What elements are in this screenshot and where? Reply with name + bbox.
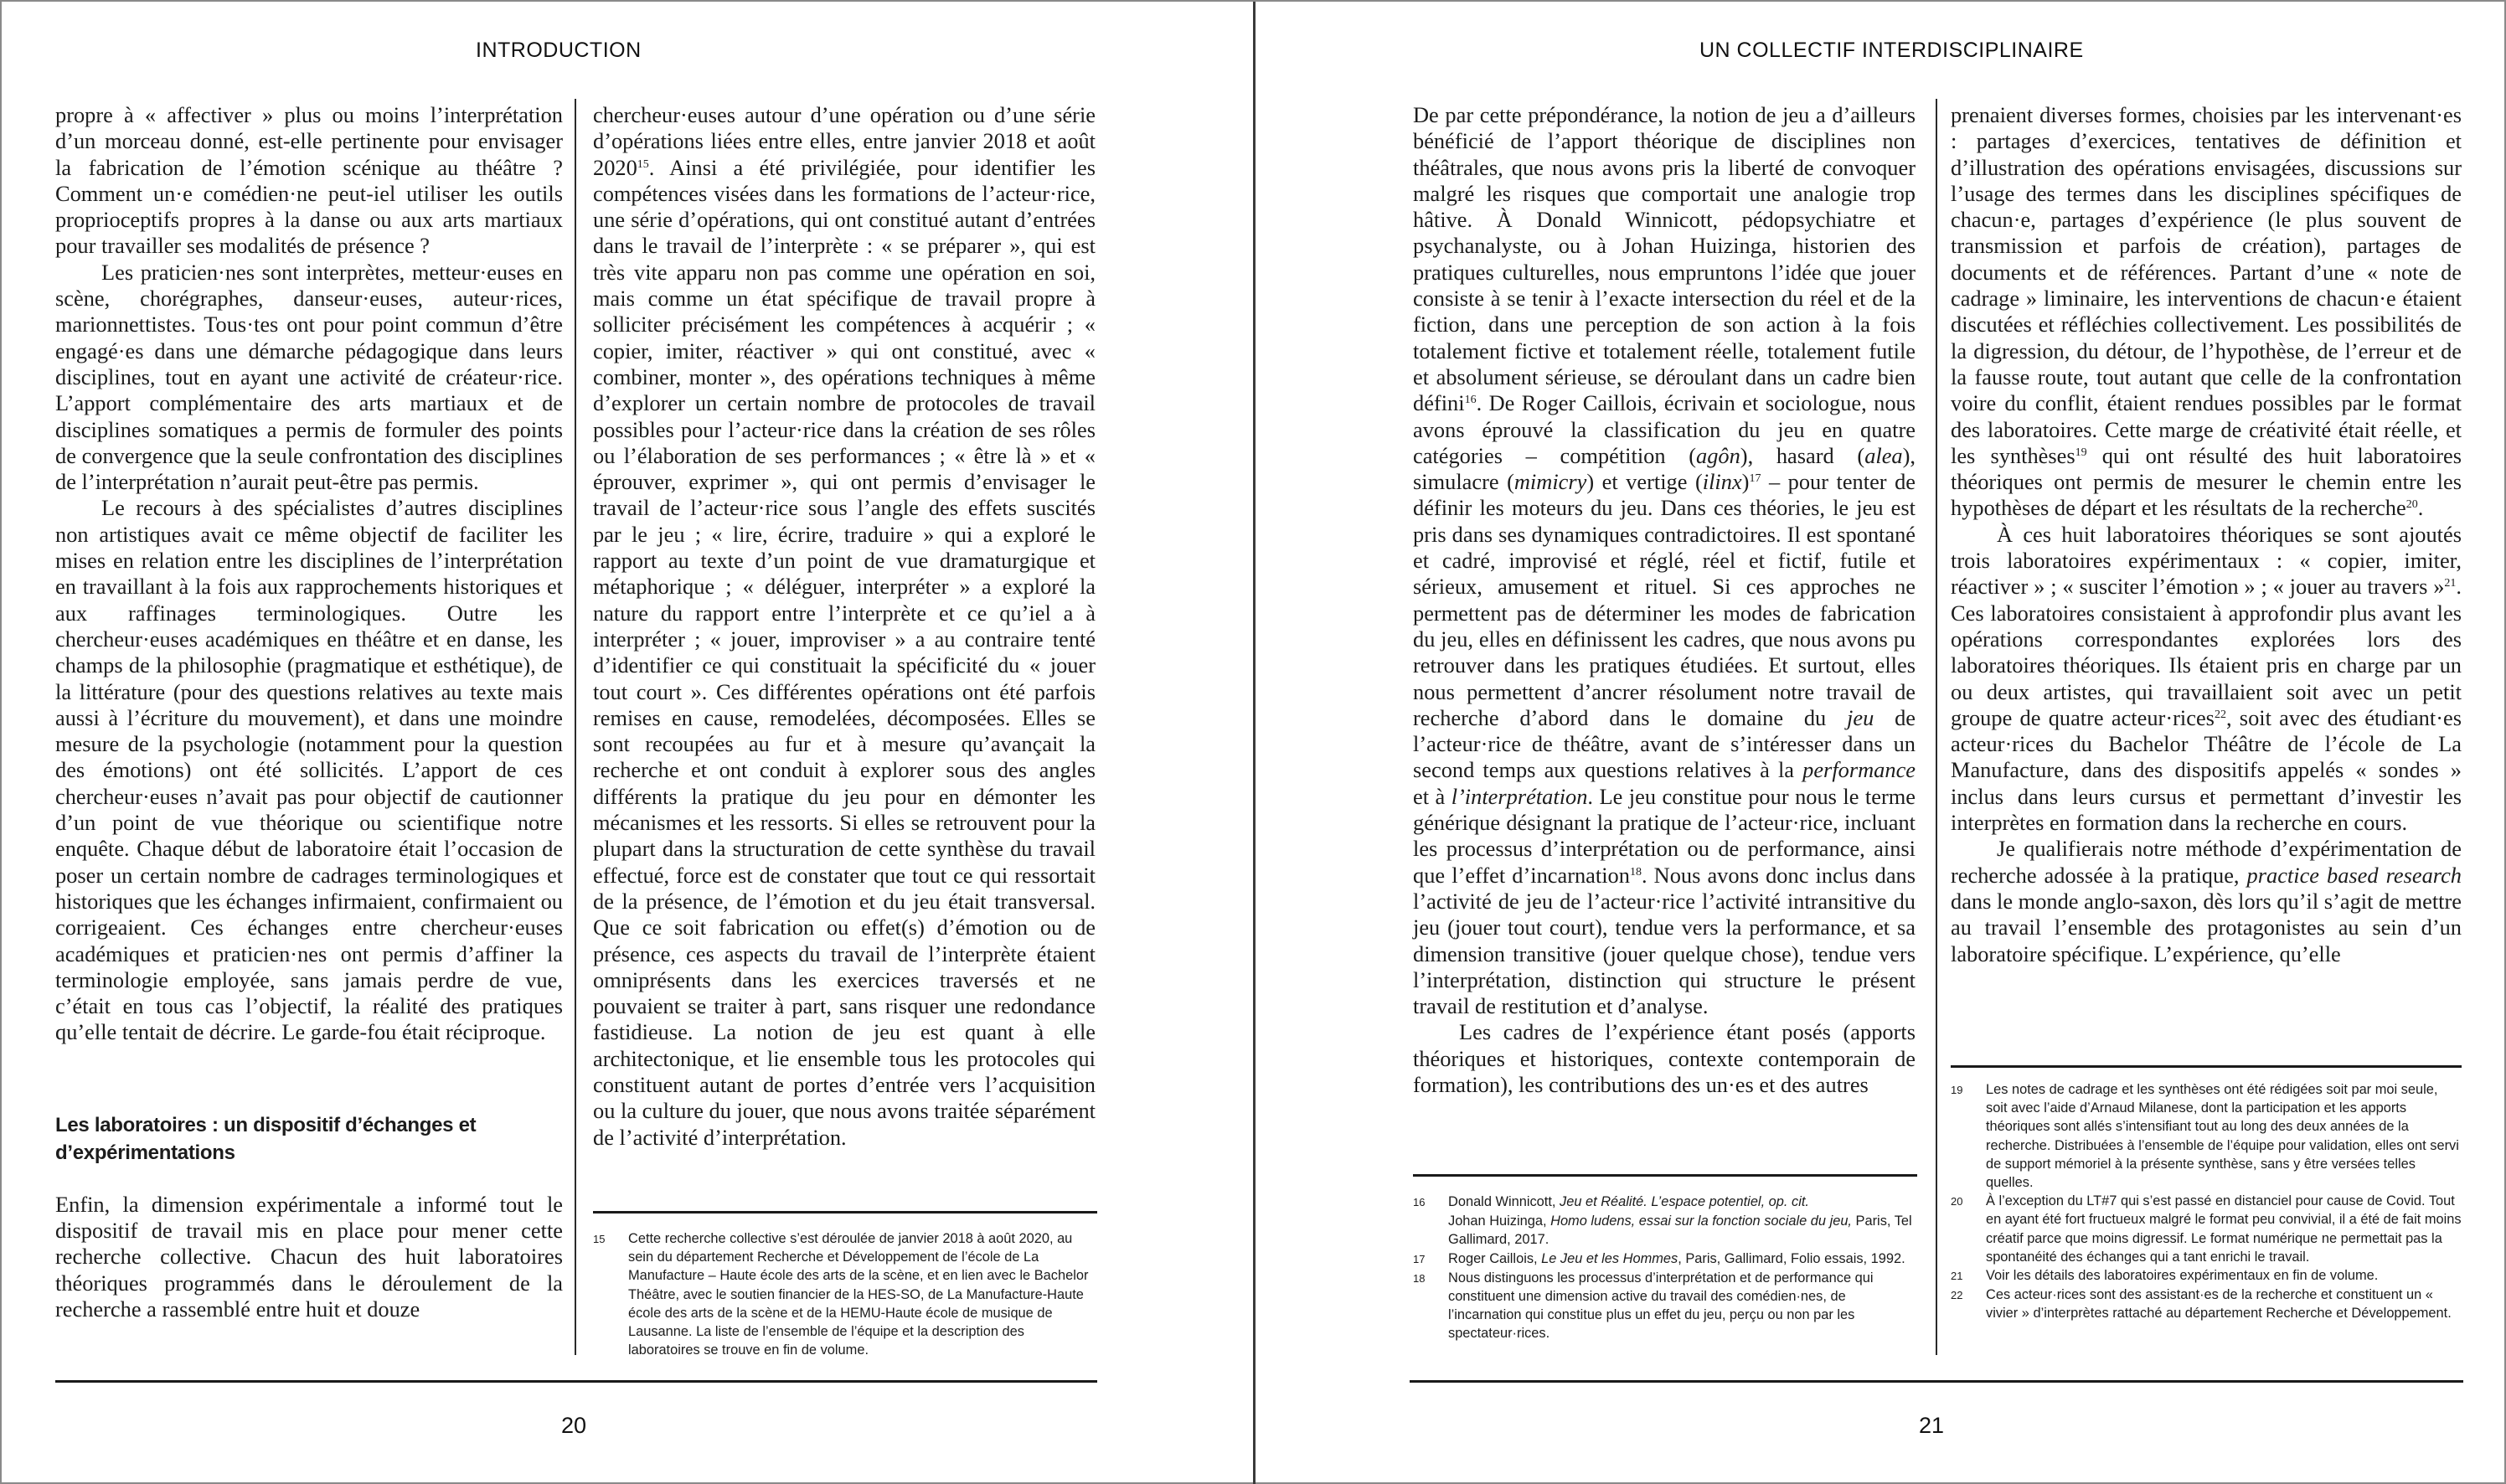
running-head-right: UN COLLECTIF INTERDISCIPLINAIRE [1699, 39, 2084, 62]
column-divider [575, 99, 576, 1355]
footnote-ref[interactable]: 19 [2075, 446, 2087, 459]
paragraph [1413, 102, 1916, 1019]
footnote-ref[interactable]: 20 [2405, 498, 2418, 512]
footnote-text: Les notes de cadrage et les synthèses ont été rédigées soit par moi seule, soit avec l’aide d’Arnaud Milanese, dont la participation et les apports théoriques sont allés s’intensifiant tout au long des deux années de la recherche. Distribuées à l’ensemble de l’équipe pour validation, elles ont servi de support mémoriel à la présente synthèse, sans y être versées telles quelles. [1986, 1082, 2459, 1191]
footnote-ref[interactable]: 15 [637, 157, 649, 171]
footnote-number [1413, 1212, 1448, 1249]
text-run: Donald Winnicott, [1448, 1194, 1560, 1209]
text-run: chercheur·euses autour d’une opération ou d’une série d’opérations liées entre elles, entre janvier 2018 et août 2020 [593, 102, 1096, 180]
footnote-ref[interactable]: 18 [1629, 865, 1642, 879]
text-run: À ces huit laboratoires théoriques se sont ajoutés trois laboratoires expérimentaux : « copier, imiter, réactiver » ; « susciter l’émotion » ; « jouer au travers » [1951, 521, 2462, 600]
footnote-text [1448, 1212, 1916, 1249]
text-run: . De Roger Caillois, écrivain et sociologue, nous avons éprouvé la classification du jeu en quatre catégories – compétition ( [1413, 390, 1916, 468]
paragraph [1951, 836, 2462, 966]
page-bottom-rule [1410, 1380, 2463, 1383]
footnote-number: 20 [1951, 1195, 1963, 1208]
footnote-number: 19 [1951, 1084, 1963, 1096]
footnote-number: 21 [1951, 1270, 1963, 1283]
left-page [2, 2, 1253, 1484]
italic-term: agôn [1696, 442, 1740, 468]
footnote-text: Ces acteur·rices sont des assistant·es de la recherche et constituent un « vivier » d’interprètes rattaché au département Recherche et Développement. [1986, 1287, 2452, 1322]
page-number: 20 [561, 1413, 587, 1438]
text-run: dans le monde anglo-saxon, dès lors qu’il s’agit de mettre au travail l’ensemble des protagonistes au sein d’un laboratoire spécifique. L’expérience, qu’elle [1951, 888, 2462, 966]
paragraph: Enfin, la dimension expérimentale a informé tout le dispositif de travail mis en place pour mener cette recherche collective. Chacun des huit laboratoires théoriques programmés dans le déroulement de la recherche a rassemblé entre huit et douze [55, 1191, 563, 1322]
right-page [1256, 2, 2506, 1484]
footnote-text: Voir les détails des laboratoires expérimentaux en fin de volume. [1986, 1268, 2379, 1284]
footnote-ref[interactable]: 17 [1749, 472, 1761, 486]
footnote-number: 18 [1413, 1271, 1426, 1285]
paragraph: Les praticien·nes sont interprètes, metteur·euses en scène, chorégraphes, danseur·euses, auteur·rices, marionnettistes. Tous·tes ont pour point commun d’être engagé·es dans une démarche pédagogique dans leurs disciplines, tout en ayant une activité de créateur·rice. L’apport complémentaire des arts martiaux et de disciplines somatiques a permis de formuler des points de convergence que la seule confrontation des disciplines de l’interprétation n’aurait peut-être pas permis. [55, 259, 563, 495]
footnote [593, 1229, 1096, 1359]
italic-title: Le Jeu et les Hommes [1541, 1250, 1678, 1266]
italic-term: performance [1802, 757, 1916, 783]
footnote [1951, 1266, 2462, 1286]
text-run: qui ont résulté des huit laboratoires théoriques ont permis de mesurer le chemin entre les hypothèses de départ et les résultats de la recherche [1951, 442, 2462, 521]
footnote-number: 17 [1413, 1252, 1426, 1265]
footnote [1413, 1250, 1916, 1269]
footnotes-right-col1 [1413, 1193, 1916, 1343]
text-run: ), simulacre ( [1413, 442, 1916, 495]
text-run: et à [1413, 783, 1452, 809]
footnote-number: 22 [1951, 1289, 1963, 1302]
paragraph [593, 102, 1096, 1151]
paragraph: propre à « affectiver » plus ou moins l’interprétation d’un morceau donné, est-elle pertinente pour envisager la fabrication de l’émotion scénique au théâtre ? Comment un·e comédien·ne peut-iel utiliser les outils proprioceptifs propres à la danse ou aux arts martiaux pour travailler ses modalités de présence ? [55, 102, 563, 259]
text-run: prenaient diverses formes, choisies par les intervenant·es : partages d’exercices, tentatives de définition et d’illustration des opérations envisagées, discussions sur l’usage des termes dans les disciplines spécifiques de chacun·e, partages d’expérience (le plus souvent de transmission et parfois de création), partages de documents et de références. Partant d’une « note de cadrage » liminaire, les interventions de chacun·e étaient discutées et réfléchies collectivement. Les possibilités de la digression, du détour, de l’hypothèse, de l’erreur et de la fausse route, tout autant que celle de la confrontation voire du conflit, étaient rendues possibles par le format des laboratoires. Cette marge de créativité était réelle, et les synthèses [1951, 102, 2462, 468]
right-column-1 [1413, 102, 1916, 1098]
text-run: Je qualifierais notre méthode d’expérimentation de recherche adossée à la pratique, [1951, 836, 2462, 888]
footnote-rule [1413, 1174, 1917, 1177]
footnote [1951, 1080, 2462, 1192]
text-run: . [2417, 495, 2424, 521]
italic-term: alea [1864, 442, 1903, 468]
text-run: ) et vertige ( [1586, 469, 1703, 495]
text-run: Paris, Tel Gallimard, 2017. [1448, 1213, 1912, 1248]
footnote-ref[interactable]: 21 [2444, 577, 2457, 590]
footnote-rule [1951, 1065, 2462, 1068]
section-heading: Les laboratoires : un dispositif d’échanges et d’expérimentations [55, 1113, 477, 1164]
column-divider [1936, 99, 1937, 1355]
footnote-text: À l’exception du LT#7 qui s’est passé en distanciel pour cause de Covid. Tout en ayant été fort fructueux malgré le format peu convivial, il a été de fait moins créatif parce que moins digressif. Le format numérique ne permettait pas la spontanéité des échanges qui a tant enrichi le travail. [1986, 1193, 2462, 1265]
footnote-text: Nous distinguons les processus d’interprétation et de performance qui constituent une dimension active du travail des comédien·nes, de l’incarnation qui constitue plus un effet du jeu, perçu ou non par les spectateur·rices. [1448, 1270, 1874, 1342]
footnote [1413, 1193, 1916, 1212]
footnote [1413, 1269, 1916, 1343]
text-run: . Le jeu constitue pour nous le terme générique désignant la pratique de l’acteur·rice, incluant les processus d’interprétation ou de performance, ainsi que l’effet d’incarnation [1413, 783, 1916, 888]
text-run: ) [1741, 469, 1750, 495]
italic-term: mimicry [1513, 469, 1587, 495]
italic-term: ilinx [1702, 469, 1742, 495]
text-run: Roger Caillois, [1448, 1250, 1542, 1266]
text-run: . Ces laboratoires consistaient à approfondir plus avant les opérations correspondantes explorées lors des laboratoires théoriques. Ils étaient pris en charge par un ou deux artistes, qui travaillaient soit avec un petit groupe de quatre acteur·rices [1951, 574, 2462, 730]
left-column-2 [593, 102, 1096, 1151]
text-run: – pour tenter de définir les moteurs du jeu. Dans ces théories, le jeu est pris dans ses dynamiques contradictoires. Il est spontané et cadré, improvisé et réglé, réel et fictif, futile et sérieux, amusement et rituel. Si ces approches ne permettent pas de déterminer les modes de fabrication du jeu, elles en définissent les cadres, que nous avons pu retrouver dans les pratiques étudiées. Et surtout, elles nous permettent d’ancrer résolument notre travail de recherche d’abord dans le domaine du [1413, 469, 1916, 730]
text-run: . Nous avons donc inclus dans l’activité de jeu de l’acteur·rice l’activité intransitive du jeu (jouer tout court), tendue vers la performance, et sa dimension transitive (jouer quelque chose), tendue vers l’interprétation, distinction qui structure le présent travail de restitution et d’analyse. [1413, 862, 1916, 1019]
page-bottom-rule [55, 1380, 1097, 1383]
running-head-left: INTRODUCTION [476, 39, 642, 62]
footnote [1951, 1286, 2462, 1322]
italic-term: l’interprétation [1451, 783, 1588, 809]
footnote [1951, 1192, 2462, 1266]
footnote-text: Cette recherche collective s’est déroulée de janvier 2018 à août 2020, au sein du département Recherche et Développement de l’école de La Manufacture – Haute école des arts de la scène, et en lien avec le Bachelor Théâtre, avec le soutien financier de la HES-SO, de La Manufacture-Haute école des arts de la scène et de la HEMU-Haute école de musique de Lausanne. La liste de l’ensemble de l’équipe et la description des laboratoires se trouve en fin de volume. [628, 1231, 1089, 1358]
footnotes-left [593, 1229, 1096, 1359]
footnote-rule [593, 1211, 1097, 1213]
text-run: . Ainsi a été privilégiée, pour identifier les compétences visées dans les formations de l’acteur·rice, une série d’opérations, qui ont constitué autant d’entrées dans le travail de l’interprète : « se préparer », qui est très vite apparu non pas comme une opération en soi, mais comme un état spécifique de travail propre à solliciter précisément les compétences à acquérir ; « copier, imiter, réactiver » qui ont constitué, avec « combiner, monter », des opérations techniques à même d’explorer un certain nombre de protocoles de travail possibles pour l’acteur·rice dans la création de ses rôles ou l’élaboration de ses performances ; « être là » et « éprouver, exprimer », qui ont permis d’envisager le travail de l’acteur·rice sous l’angle des effets suscités par le jeu ; « lire, écrire, traduire » qui a exploré le rapport au texte d’un point de vue dramaturgique et métaphorique ; « déléguer, interpréter » a exploré la nature du rapport entre l’interprète et ce qu’iel a à interpréter ; « jouer, improviser » a au contraire tenté d’identifier ce qui constituait la spécificité du « jouer tout court ». Ces différentes opérations ont été parfois remises en cause, remodelées, décomposées. Elles se sont recoupées au fur et à mesure qu’avançait la recherche et ont conduit à explorer sous des angles différents la pratique du jeu pour en démonter les mécanismes et les ressorts. Si elles se retrouvent pour la plupart dans la structuration de cette synthèse du travail effectué, force est de constater que tout ce qui ressortait de la présence, de l’émotion et du jeu était transversal. Que ce soit fabrication ou effet(s) d’émotion ou de présence, ces aspects du travail de l’interprète étaient omniprésents dans les exercices traversés et ne pouvaient se traiter à part, sans risquer une redondance fastidieuse. La notion de jeu est quant à elle architectonique, et lie ensemble tous les protocoles qui constituent autant de portes d’entrée vers l’acquisition ou la culture du jouer, que nous avons traitée séparément de l’activité d’interprétation. [593, 154, 1096, 1150]
footnotes-right-col2 [1951, 1080, 2462, 1323]
right-column-2 [1951, 102, 2462, 967]
italic-term: practice based research [2246, 862, 2462, 888]
paragraph [1951, 522, 2462, 837]
text-run: Johan Huizinga, [1448, 1213, 1551, 1229]
footnote-number: 15 [593, 1233, 606, 1245]
paragraph: Le recours à des spécialistes d’autres disciplines non artistiques avait ce même objectif de faciliter les mises en relation entre les disciplines de l’interprétation en travaillant à la fois aux rapprochements historiques et aux raffinages terminologiques. Outre les chercheur·euses académiques en théâtre et en danse, les champs de la philosophie (pragmatique et esthétique), de la littérature (pour des questions relatives au texte mais aussi à l’écriture du mouvement), et dans une moindre mesure de la psychologie (notamment pour la question des émotions) ont été sollicités. L’apport de ces chercheur·euses n’avait pas pour objectif de cautionner d’un point de vue théorique ou scientifique notre enquête. Chaque début de laboratoire était l’occasion de poser un certain nombre de cadrages terminologiques et historiques que les échanges infirmaient, confirmaient ou corrigeaient. Ces échanges entre chercheur·euses académiques et praticien·nes ont permis d’affiner la terminologie employée, sans jamais perdre de vue, c’était en tous cas l’objectif, la réalité des pratiques qu’elle tentait de décrire. Le garde-fou était réciproque. [55, 495, 563, 1045]
text-run: ), hasard ( [1740, 442, 1865, 468]
footnote-ref[interactable]: 16 [1464, 394, 1477, 407]
text-run: , Paris, Gallimard, Folio essais, 1992. [1678, 1250, 1905, 1266]
italic-term: jeu [1847, 704, 1874, 730]
left-column-1 [55, 102, 563, 1322]
italic-title: Jeu et Réalité. L’espace potentiel, op. cit. [1560, 1194, 1809, 1209]
text-run: , soit avec des étudiant·es acteur·rices du Bachelor Théâtre de l’école de La Manufacture, dans des dispositifs appelés « sondes » inclus dans leurs cursus et permettant d’investir les interprètes en formation dans la recherche en cours. [1951, 704, 2462, 836]
text-run: De par cette prépondérance, la notion de jeu a d’ailleurs bénéficié de l’apport théorique de disciplines non théâtrales, que nous avons pris la liberté de convoquer malgré les risques que comportait une analogie trop hâtive. À Donald Winnicott, pédopsychiatre et psychanalyste, ou à Johan Huizinga, historien des pratiques culturelles, nous empruntons l’idée que jouer consiste à se tenir à l’exacte intersection du réel et de la fiction, dans une perception de son action à la fois totalement fictive et totalement réelle, totalement futile et absolument sérieuse, se déroulant dans un cadre bien défini [1413, 102, 1916, 416]
paragraph: Les cadres de l’expérience étant posés (apports théoriques et historiques, contexte contemporain de formation), les contributions des un·es et des autres [1413, 1019, 1916, 1097]
footnote-number: 16 [1413, 1196, 1426, 1208]
italic-title: Homo ludens, essai sur la fonction sociale du jeu, [1550, 1213, 1852, 1229]
footnote [1413, 1212, 1916, 1249]
text-run: de l’acteur·rice de théâtre, avant de s’intéresser dans un second temps aux questions relatives à la [1413, 704, 1916, 783]
footnote-ref[interactable]: 22 [2214, 708, 2226, 721]
paragraph [1951, 102, 2462, 522]
footnote-text [1448, 1193, 1916, 1212]
page-number: 21 [1919, 1413, 1945, 1438]
footnote-text [1448, 1250, 1916, 1269]
